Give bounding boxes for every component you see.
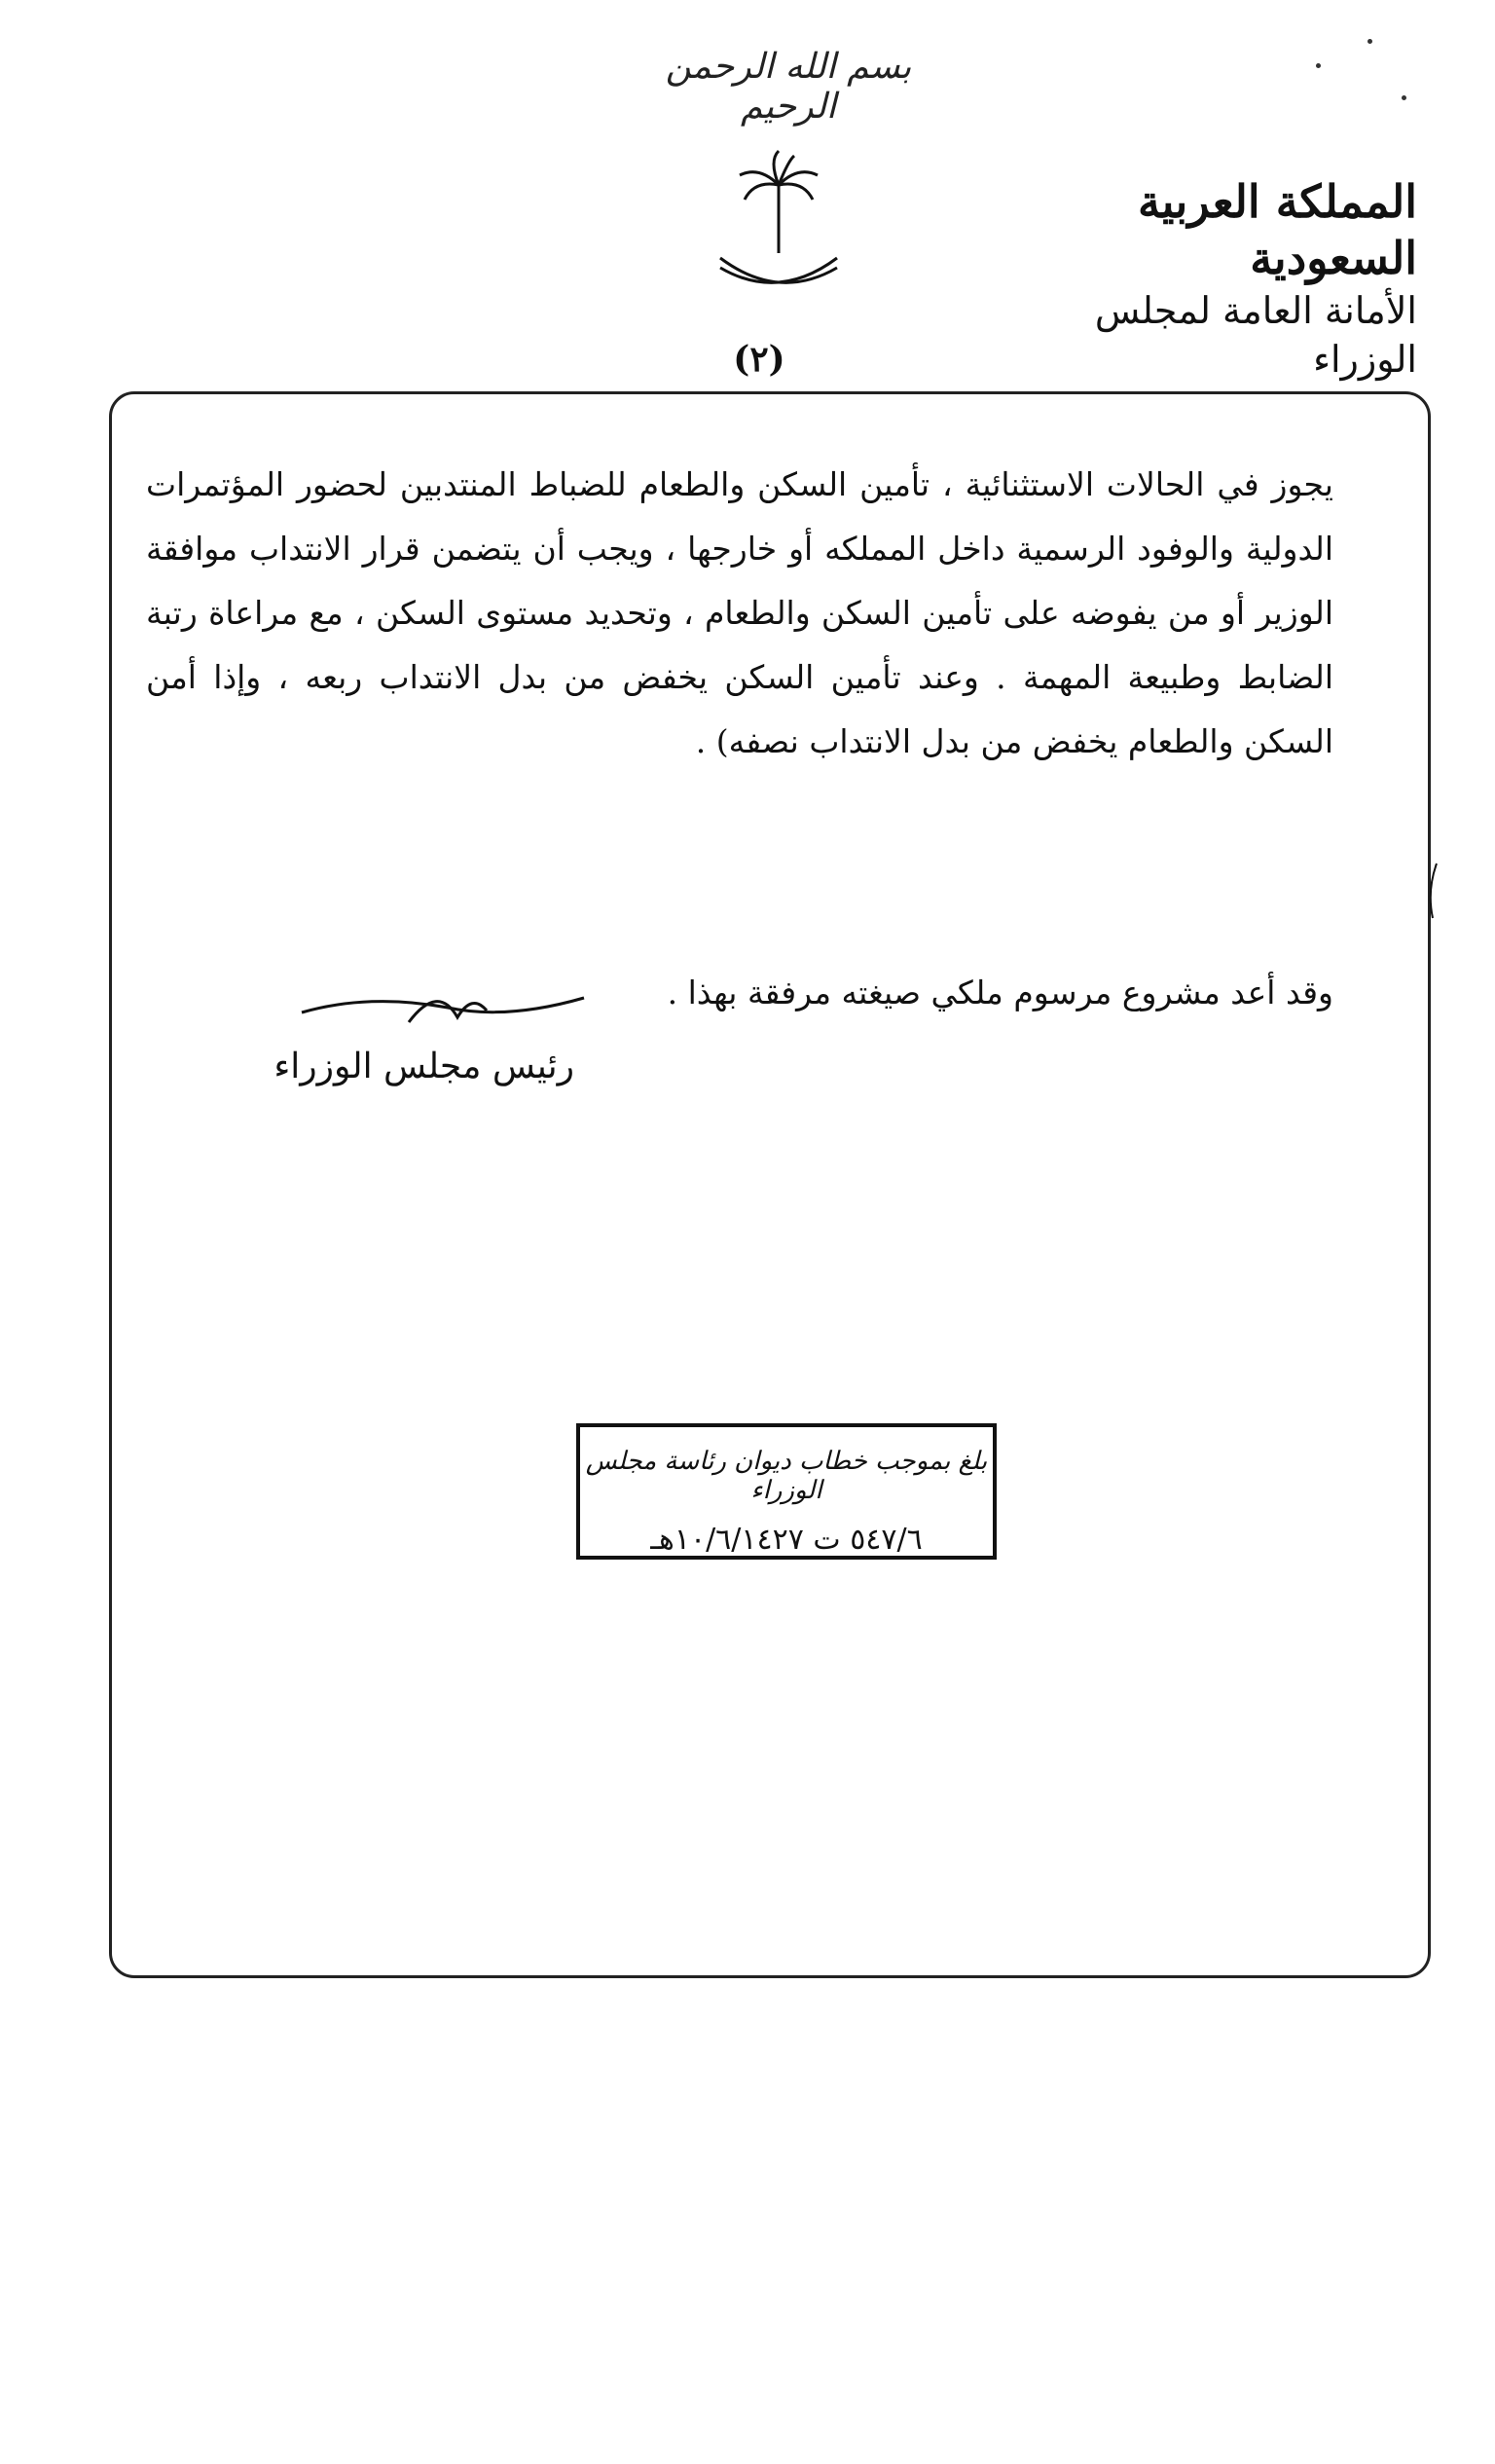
stamp-text: بلغ بموجب خطاب ديوان رئاسة مجلس الوزراء	[585, 1447, 988, 1505]
org-name: المملكة العربية السعودية	[1137, 175, 1417, 284]
scan-speck	[1316, 63, 1321, 68]
signatory-title: رئيس مجلس الوزراء	[273, 1047, 574, 1086]
organization-header	[1008, 173, 1417, 384]
scan-speck	[1402, 95, 1406, 100]
page-number: (٢)	[733, 339, 785, 380]
margin-mark	[1425, 862, 1439, 920]
org-department: الأمانة العامة لمجلس الوزراء	[1094, 289, 1417, 381]
body-text	[146, 453, 1333, 774]
dispatch-stamp	[576, 1423, 997, 1560]
signature-scribble-icon	[292, 974, 603, 1032]
closing-line: وقد أعد مشروع مرسوم ملكي صيغته مرفقة بهذا .	[667, 974, 1333, 1011]
stamp-reference: ٥٤٧/٦ ت ١٠/٦/١٤٢٧هـ	[650, 1523, 923, 1557]
scan-speck	[1367, 39, 1372, 44]
palm-swords-emblem-icon	[701, 146, 857, 312]
body-paragraph: يجوز في الحالات الاستثنائية ، تأمين السكن والطعام للضباط المنتدبين لحضور المؤتمرات الدولية والوفود الرسمية داخل المملكه أو خارجها ، ويجب أن يتضمن قرار الانتداب موافقة الوزير أو من يفوضه على تأمين السكن والطعام ، وتحديد مستوى السكن ، مع مراعاة رتبة الضابط وطبيعة المهمة . وعند تأمين السكن يخفض من بدل الانتداب ربعه ، وإذا أمن السكن والطعام يخفض من بدل الانتداب نصفه) .	[146, 465, 1333, 760]
basmala: بسم الله الرحمن الرحيم	[665, 47, 912, 127]
